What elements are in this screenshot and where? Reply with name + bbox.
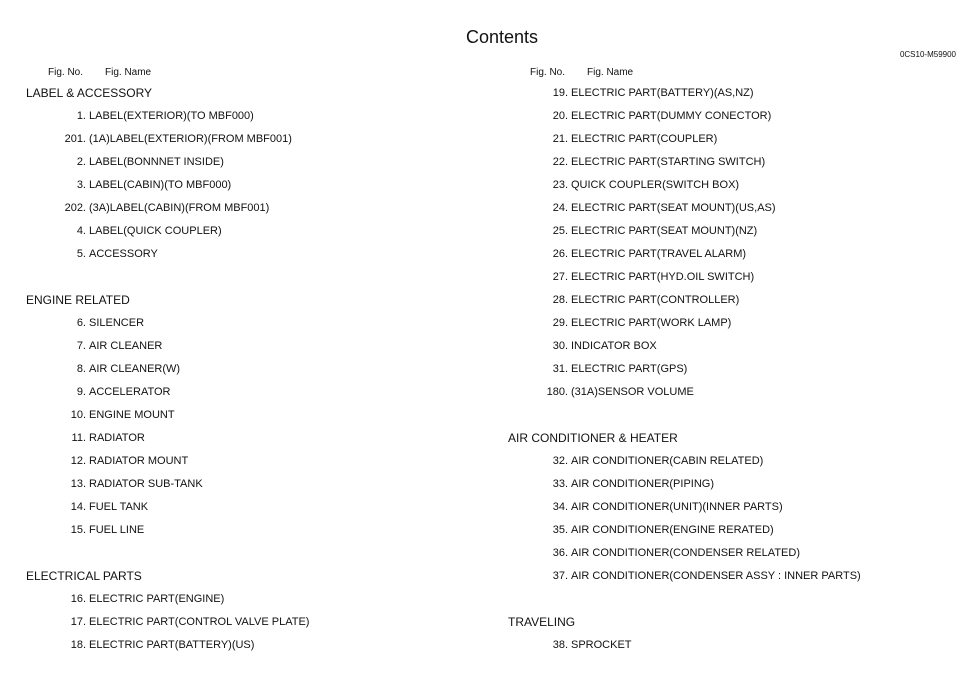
fig-name: AIR CLEANER — [89, 340, 163, 352]
section-heading-label: AIR CONDITIONER & HEATER — [508, 431, 678, 445]
contents-entry — [26, 634, 496, 657]
fig-name: RADIATOR — [89, 432, 145, 444]
section-heading — [26, 289, 496, 312]
blank-spacer — [508, 588, 968, 611]
fig-name: RADIATOR MOUNT — [89, 455, 189, 467]
fig-no-header: Fig. No. — [48, 67, 84, 78]
entry-list — [508, 82, 968, 657]
fig-no-header: Fig. No. — [530, 67, 566, 78]
fig-name: ELECTRIC PART(WORK LAMP) — [571, 317, 732, 329]
fig-number: 201. — [64, 133, 86, 145]
contents-entry — [508, 634, 968, 657]
fig-name: (3A)LABEL(CABIN)(FROM MBF001) — [89, 202, 270, 214]
fig-number: 6. — [76, 317, 86, 329]
fig-name: ELECTRIC PART(CONTROL VALVE PLATE) — [89, 616, 310, 628]
fig-number: 13. — [70, 478, 86, 490]
fig-number: 180. — [546, 386, 568, 398]
fig-number: 11. — [71, 432, 86, 444]
fig-name: ELECTRIC PART(GPS) — [571, 363, 688, 375]
fig-number: 34. — [552, 501, 568, 513]
contents-entry — [508, 450, 968, 473]
contents-entry — [26, 404, 496, 427]
fig-number: 33. — [552, 478, 568, 490]
fig-number: 14. — [70, 501, 86, 513]
fig-number: 4. — [76, 225, 86, 237]
contents-entry — [508, 266, 968, 289]
fig-name: ELECTRIC PART(DUMMY CONECTOR) — [571, 110, 772, 122]
contents-entry — [508, 358, 968, 381]
fig-name: AIR CONDITIONER(CABIN RELATED) — [571, 455, 764, 467]
contents-column-right — [508, 64, 968, 657]
fig-number: 12. — [70, 455, 86, 467]
fig-name: LABEL(CABIN)(TO MBF000) — [89, 179, 232, 191]
fig-name: AIR CONDITIONER(CONDENSER RELATED) — [571, 547, 800, 559]
fig-name: ELECTRIC PART(SEAT MOUNT)(NZ) — [571, 225, 758, 237]
fig-number: 29. — [552, 317, 568, 329]
contents-entry — [26, 496, 496, 519]
section-heading-label: ELECTRICAL PARTS — [26, 569, 142, 583]
fig-number: 10. — [70, 409, 86, 421]
fig-name-header: Fig. Name — [587, 67, 634, 78]
fig-number: 1. — [76, 110, 86, 122]
contents-entry — [508, 197, 968, 220]
contents-entry — [26, 519, 496, 542]
fig-name: ELECTRIC PART(HYD.OIL SWITCH) — [571, 271, 755, 283]
fig-name: LABEL(BONNNET INSIDE) — [89, 156, 224, 168]
contents-entry — [26, 197, 496, 220]
section-heading-label: ENGINE RELATED — [26, 293, 130, 307]
fig-name: ELECTRIC PART(TRAVEL ALARM) — [571, 248, 747, 260]
fig-name: ELECTRIC PART(CONTROLLER) — [571, 294, 740, 306]
fig-name: ACCELERATOR — [89, 386, 171, 398]
fig-name: AIR CONDITIONER(CONDENSER ASSY : INNER PARTS) — [571, 570, 861, 582]
contents-entry — [508, 243, 968, 266]
fig-name: QUICK COUPLER(SWITCH BOX) — [571, 179, 740, 191]
fig-number: 32. — [552, 455, 568, 467]
blank-spacer — [26, 542, 496, 565]
fig-name: RADIATOR SUB-TANK — [89, 478, 203, 490]
fig-number: 8. — [76, 363, 86, 375]
fig-number: 20. — [552, 110, 568, 122]
contents-entry — [26, 105, 496, 128]
column-header — [508, 64, 968, 82]
blank-spacer — [508, 404, 968, 427]
contents-entry — [26, 381, 496, 404]
contents-entry — [508, 335, 968, 358]
contents-entry — [508, 105, 968, 128]
fig-number: 23. — [552, 179, 568, 191]
fig-name: SILENCER — [89, 317, 145, 329]
fig-number: 3. — [76, 179, 86, 191]
contents-entry — [26, 611, 496, 634]
fig-number: 19. — [552, 87, 568, 99]
contents-entry — [26, 312, 496, 335]
section-heading — [508, 611, 968, 634]
contents-entry — [508, 496, 968, 519]
fig-name: AIR CONDITIONER(UNIT)(INNER PARTS) — [571, 501, 783, 513]
contents-entry — [508, 473, 968, 496]
fig-name: INDICATOR BOX — [571, 340, 657, 352]
fig-number: 16. — [70, 593, 86, 605]
section-heading-label: LABEL & ACCESSORY — [26, 86, 153, 100]
fig-name: FUEL TANK — [89, 501, 149, 513]
entry-list — [26, 82, 496, 657]
fig-number: 31. — [552, 363, 568, 375]
fig-name: ACCESSORY — [89, 248, 158, 260]
fig-name: AIR CONDITIONER(PIPING) — [571, 478, 715, 490]
fig-name: ELECTRIC PART(SEAT MOUNT)(US,AS) — [571, 202, 776, 214]
contents-entry — [26, 128, 496, 151]
fig-number: 18. — [70, 639, 86, 651]
fig-name-header: Fig. Name — [105, 67, 152, 78]
fig-number: 38. — [552, 639, 568, 651]
fig-number: 17. — [70, 616, 86, 628]
fig-number: 25. — [552, 225, 568, 237]
fig-number: 26. — [552, 248, 568, 260]
section-heading — [508, 427, 968, 450]
contents-entry — [26, 220, 496, 243]
fig-number: 15. — [70, 524, 86, 536]
blank-spacer — [26, 266, 496, 289]
contents-column-left — [26, 64, 496, 657]
contents-entry — [508, 174, 968, 197]
fig-number: 24. — [552, 202, 568, 214]
contents-entry — [26, 174, 496, 197]
fig-name: ELECTRIC PART(BATTERY)(AS,NZ) — [571, 87, 754, 99]
fig-name: LABEL(EXTERIOR)(TO MBF000) — [89, 110, 254, 122]
contents-entry — [508, 220, 968, 243]
section-heading — [26, 565, 496, 588]
fig-name: (31A)SENSOR VOLUME — [571, 386, 694, 398]
fig-name: LABEL(QUICK COUPLER) — [89, 225, 222, 237]
contents-entry — [508, 151, 968, 174]
fig-name: ELECTRIC PART(STARTING SWITCH) — [571, 156, 766, 168]
fig-number: 37. — [552, 570, 568, 582]
contents-entry — [508, 565, 968, 588]
fig-number: 2. — [76, 156, 86, 168]
section-heading — [26, 82, 496, 105]
section-heading-label: TRAVELING — [508, 615, 576, 629]
contents-entry — [26, 243, 496, 266]
page-title: Contents — [465, 27, 539, 47]
fig-number: 36. — [552, 547, 568, 559]
fig-number: 28. — [552, 294, 568, 306]
fig-name: AIR CONDITIONER(ENGINE RERATED) — [571, 524, 774, 536]
fig-number: 202. — [64, 202, 86, 214]
fig-name: (1A)LABEL(EXTERIOR)(FROM MBF001) — [89, 133, 292, 145]
fig-number: 30. — [552, 340, 568, 352]
fig-number: 9. — [76, 386, 86, 398]
contents-entry — [508, 542, 968, 565]
fig-number: 7. — [76, 340, 86, 352]
fig-name: ELECTRIC PART(BATTERY)(US) — [89, 639, 255, 651]
fig-name: SPROCKET — [571, 639, 632, 651]
fig-name: FUEL LINE — [89, 524, 145, 536]
fig-number: 27. — [552, 271, 568, 283]
contents-entry — [508, 312, 968, 335]
document-code: 0CS10-M59900 — [899, 50, 956, 59]
contents-entry — [26, 358, 496, 381]
contents-entry — [26, 427, 496, 450]
column-header — [26, 64, 496, 82]
contents-entry — [508, 381, 968, 404]
fig-number: 5. — [76, 248, 86, 260]
fig-number: 22. — [552, 156, 568, 168]
fig-number: 21. — [552, 133, 568, 145]
fig-name: ENGINE MOUNT — [89, 409, 175, 421]
fig-number: 35. — [552, 524, 568, 536]
fig-name: ELECTRIC PART(ENGINE) — [89, 593, 225, 605]
contents-entry — [508, 82, 968, 105]
contents-entry — [26, 450, 496, 473]
contents-entry — [508, 519, 968, 542]
contents-entry — [508, 128, 968, 151]
contents-entry — [26, 151, 496, 174]
fig-name: AIR CLEANER(W) — [89, 363, 181, 375]
contents-entry — [26, 335, 496, 358]
contents-entry — [26, 473, 496, 496]
fig-name: ELECTRIC PART(COUPLER) — [571, 133, 718, 145]
contents-entry — [508, 289, 968, 312]
contents-entry — [26, 588, 496, 611]
